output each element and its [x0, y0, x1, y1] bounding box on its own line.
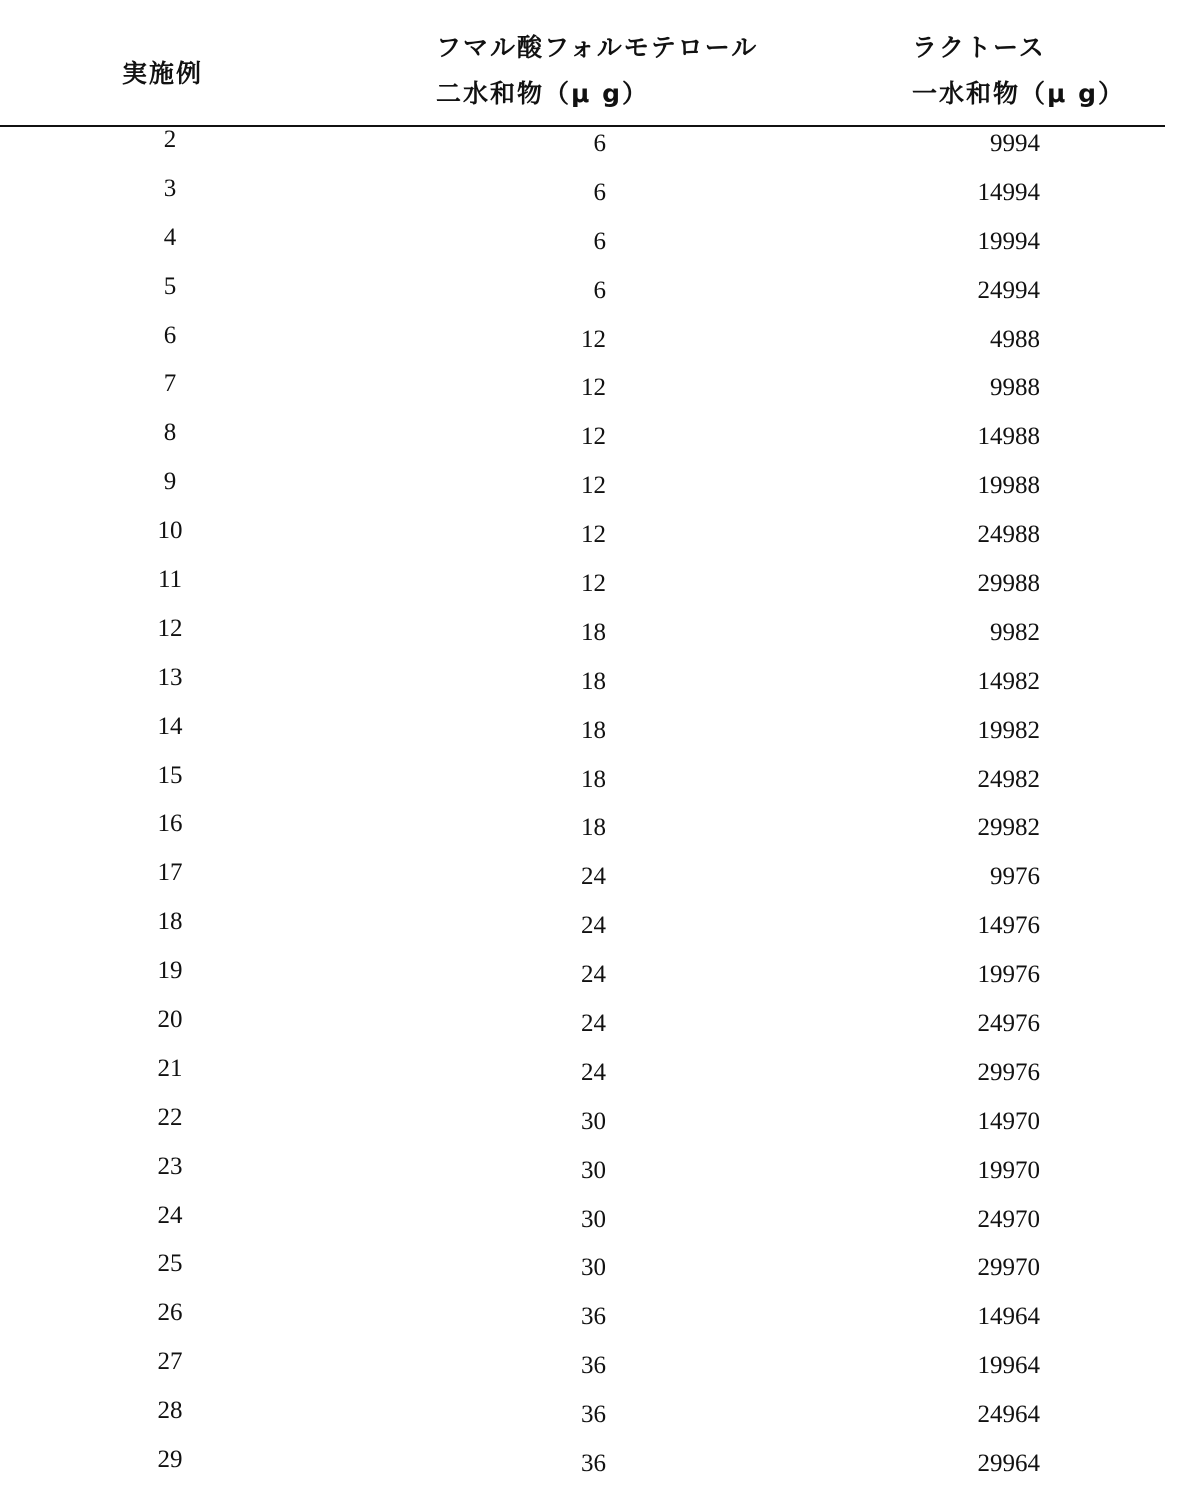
cell-lactose: 9988 — [880, 374, 1040, 402]
cell-lactose: 9976 — [880, 863, 1040, 891]
header-example: 実施例 — [122, 54, 203, 90]
cell-lactose: 19982 — [880, 717, 1040, 745]
header-formoterol-line1: フマル酸フォルモテロール — [436, 28, 758, 64]
cell-lactose: 14964 — [880, 1303, 1040, 1331]
table-row — [0, 513, 1199, 562]
cell-lactose: 24982 — [880, 766, 1040, 794]
table-row — [0, 1198, 1199, 1247]
cell-example: 17 — [110, 859, 230, 887]
table-row — [0, 1295, 1199, 1344]
cell-example: 26 — [110, 1299, 230, 1327]
cell-example: 21 — [110, 1055, 230, 1083]
cell-formoterol: 30 — [480, 1157, 606, 1185]
cell-example: 15 — [110, 762, 230, 790]
cell-lactose: 19976 — [880, 961, 1040, 989]
cell-example: 5 — [110, 273, 230, 301]
table-row — [0, 464, 1199, 513]
table-row — [0, 415, 1199, 464]
cell-lactose: 24976 — [880, 1010, 1040, 1038]
cell-lactose: 19988 — [880, 472, 1040, 500]
cell-example: 23 — [110, 1153, 230, 1181]
table-row — [0, 562, 1199, 611]
table-row — [0, 758, 1199, 807]
cell-example: 16 — [110, 810, 230, 838]
cell-formoterol: 18 — [480, 814, 606, 842]
table-row — [0, 1442, 1199, 1491]
cell-example: 3 — [110, 175, 230, 203]
cell-formoterol: 12 — [480, 570, 606, 598]
cell-formoterol: 6 — [480, 277, 606, 305]
table-row — [0, 1051, 1199, 1100]
cell-formoterol: 6 — [480, 130, 606, 158]
cell-formoterol: 36 — [480, 1401, 606, 1429]
cell-lactose: 24970 — [880, 1206, 1040, 1234]
cell-lactose: 14970 — [880, 1108, 1040, 1136]
header-formoterol-line2: 二水和物（μ g） — [436, 74, 649, 110]
cell-formoterol: 24 — [480, 961, 606, 989]
table-row — [0, 1149, 1199, 1198]
cell-example: 20 — [110, 1006, 230, 1034]
cell-formoterol: 24 — [480, 912, 606, 940]
cell-lactose: 19964 — [880, 1352, 1040, 1380]
cell-formoterol: 36 — [480, 1303, 606, 1331]
cell-lactose: 9994 — [880, 130, 1040, 158]
cell-lactose: 24988 — [880, 521, 1040, 549]
header-lactose-line2: 一水和物（μ g） — [912, 74, 1125, 110]
cell-lactose: 29988 — [880, 570, 1040, 598]
table-body — [0, 122, 1199, 1491]
cell-lactose: 24964 — [880, 1401, 1040, 1429]
table-row — [0, 220, 1199, 269]
cell-formoterol: 18 — [480, 668, 606, 696]
table-row — [0, 806, 1199, 855]
table-row — [0, 953, 1199, 1002]
cell-lactose: 29976 — [880, 1059, 1040, 1087]
cell-lactose: 19970 — [880, 1157, 1040, 1185]
table-row — [0, 904, 1199, 953]
cell-lactose: 29982 — [880, 814, 1040, 842]
cell-formoterol: 30 — [480, 1254, 606, 1282]
cell-formoterol: 30 — [480, 1206, 606, 1234]
table-row — [0, 122, 1199, 171]
table-row — [0, 366, 1199, 415]
cell-formoterol: 18 — [480, 717, 606, 745]
table-row — [0, 660, 1199, 709]
cell-lactose: 29964 — [880, 1450, 1040, 1478]
table-row — [0, 1002, 1199, 1051]
cell-formoterol: 18 — [480, 619, 606, 647]
cell-example: 13 — [110, 664, 230, 692]
cell-example: 11 — [110, 566, 230, 594]
table-row — [0, 171, 1199, 220]
cell-formoterol: 12 — [480, 423, 606, 451]
cell-formoterol: 36 — [480, 1450, 606, 1478]
cell-lactose: 29970 — [880, 1254, 1040, 1282]
cell-example: 7 — [110, 370, 230, 398]
cell-example: 19 — [110, 957, 230, 985]
table-row — [0, 709, 1199, 758]
cell-example: 25 — [110, 1250, 230, 1278]
cell-formoterol: 12 — [480, 326, 606, 354]
cell-example: 27 — [110, 1348, 230, 1376]
cell-lactose: 4988 — [880, 326, 1040, 354]
cell-example: 29 — [110, 1446, 230, 1474]
cell-lactose: 14994 — [880, 179, 1040, 207]
cell-example: 22 — [110, 1104, 230, 1132]
table-row — [0, 611, 1199, 660]
cell-example: 12 — [110, 615, 230, 643]
cell-lactose: 9982 — [880, 619, 1040, 647]
cell-formoterol: 24 — [480, 1059, 606, 1087]
cell-formoterol: 6 — [480, 179, 606, 207]
cell-formoterol: 18 — [480, 766, 606, 794]
cell-example: 18 — [110, 908, 230, 936]
cell-example: 10 — [110, 517, 230, 545]
table-row — [0, 318, 1199, 367]
table-row — [0, 1100, 1199, 1149]
cell-formoterol: 12 — [480, 521, 606, 549]
cell-example: 6 — [110, 322, 230, 350]
cell-example: 9 — [110, 468, 230, 496]
cell-lactose: 19994 — [880, 228, 1040, 256]
cell-example: 24 — [110, 1202, 230, 1230]
cell-example: 14 — [110, 713, 230, 741]
cell-formoterol: 12 — [480, 374, 606, 402]
cell-lactose: 14976 — [880, 912, 1040, 940]
cell-formoterol: 12 — [480, 472, 606, 500]
table-row — [0, 1393, 1199, 1442]
cell-lactose: 24994 — [880, 277, 1040, 305]
cell-formoterol: 24 — [480, 1010, 606, 1038]
table-row — [0, 269, 1199, 318]
cell-example: 8 — [110, 419, 230, 447]
cell-example: 2 — [110, 126, 230, 154]
cell-formoterol: 36 — [480, 1352, 606, 1380]
cell-example: 4 — [110, 224, 230, 252]
cell-lactose: 14982 — [880, 668, 1040, 696]
cell-example: 28 — [110, 1397, 230, 1425]
table-row — [0, 855, 1199, 904]
cell-formoterol: 30 — [480, 1108, 606, 1136]
table-row — [0, 1246, 1199, 1295]
header-lactose-line1: ラクトース — [912, 28, 1046, 64]
table-row — [0, 1344, 1199, 1393]
cell-formoterol: 24 — [480, 863, 606, 891]
cell-formoterol: 6 — [480, 228, 606, 256]
cell-lactose: 14988 — [880, 423, 1040, 451]
